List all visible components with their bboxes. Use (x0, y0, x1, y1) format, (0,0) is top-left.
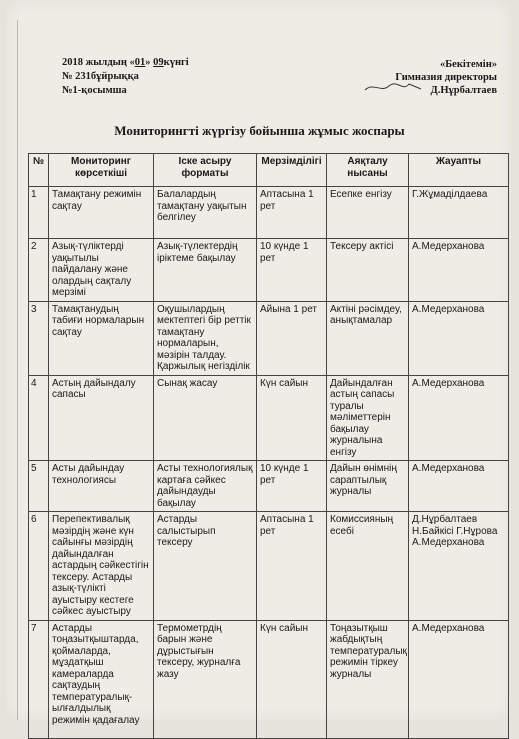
table-row (29, 620, 509, 738)
row-completion: Есепке енгізу (327, 187, 409, 239)
row-indicator: Перепективалық мәзірдің және күн сайынғы мәзірдің дайындалған астардың сәйкестігін тексеру. Астарды азық-түлікті ауыстыру кестеге сәйкес ауыстыру (49, 512, 154, 621)
table-row (29, 512, 509, 621)
row-num: 5 (29, 461, 49, 512)
row-period: Күн сайын (257, 620, 327, 738)
row-indicator: Астың дайындалу сапасы (49, 375, 154, 461)
signature-scribble (363, 80, 423, 94)
row-completion: Актіні рәсімдеу, анықтамалар (327, 301, 409, 375)
director-name: Д.Нұрбалтаев (430, 85, 497, 96)
row-completion: Тоңазытқыш жабдықтың температуралық режимін тіркеу журналы (327, 620, 409, 738)
row-num: 4 (29, 375, 49, 461)
row-num: 6 (29, 512, 49, 621)
row-format: Астарды салыстырып тексеру (154, 512, 257, 621)
monitoring-table-wrap (28, 153, 508, 739)
header-left-block (62, 56, 189, 98)
row-responsible: А.Медерханова (409, 301, 509, 375)
row-indicator: Азық-түліктерді уақытылы пайдалану және олардың сақталу мерзімі (49, 239, 154, 302)
row-num: 1 (29, 187, 49, 239)
row-format: Термометрдің барын және дұрыстығын тексеру, журналға жазу (154, 620, 257, 738)
row-period: Айына 1 рет (257, 301, 327, 375)
row-num: 7 (29, 620, 49, 738)
row-responsible: А.Медерханова (409, 375, 509, 461)
row-indicator: Асты дайындау технологиясы (49, 461, 154, 512)
header-completion: Аяқталу нысаны (327, 154, 409, 187)
row-indicator: Тамақтанудың табиғи нормаларын сақтау (49, 301, 154, 375)
row-completion: Дайын өнімнің сараптылық журналы (327, 461, 409, 512)
header-num: № (29, 154, 49, 187)
row-num: 2 (29, 239, 49, 302)
row-period: Күн сайын (257, 375, 327, 461)
row-format: Оқушылардың мектептегі бір реттік тамақтану нормаларын, мәзірін талдау. Қаржылық негізділік (154, 301, 257, 375)
row-period: Аптасына 1 рет (257, 187, 327, 239)
approval-label: «Бекітемін» (439, 59, 497, 70)
row-completion: Тексеру актісі (327, 239, 409, 302)
row-responsible: Г.Жұмаділдаева (409, 187, 509, 239)
row-format: Балалардың тамақтану уақытын белгілеу (154, 187, 257, 239)
order-date-line: 2018 жылдың «01» 09күнгі (62, 57, 189, 68)
table-row (29, 187, 509, 239)
row-period: Аптасына 1 рет (257, 512, 327, 621)
appendix-number: №1-қосымша (62, 85, 127, 96)
row-format: Сынақ жасау (154, 375, 257, 461)
table-row (29, 239, 509, 302)
monitoring-plan-table (28, 153, 509, 739)
table-header-row (29, 154, 509, 187)
header-format: Іске асыру форматы (154, 154, 257, 187)
row-completion: Комиссияның есебі (327, 512, 409, 621)
row-format: Азық-түлектердің іріктеме бақылау (154, 239, 257, 302)
header-period: Мерзімділігі (257, 154, 327, 187)
header-indicator: Мониторинг көрсеткіші (49, 154, 154, 187)
row-format: Асты технологиялық картаға сәйкес дайындауды бақылау (154, 461, 257, 512)
row-num: 3 (29, 301, 49, 375)
row-completion: Дайындалған астың сапасы туралы мәліметтерін бақылау журналына енгізу (327, 375, 409, 461)
table-row (29, 461, 509, 512)
row-period: 10 күнде 1 рет (257, 461, 327, 512)
page-title: Мониторингті жүргізу бойынша жұмыс жоспары (114, 123, 405, 138)
row-responsible: А.Медерханова (409, 620, 509, 738)
row-responsible: А.Медерханова (409, 239, 509, 302)
row-period: 10 күнде 1 рет (257, 239, 327, 302)
row-indicator: Астарды тоңазытқыштарда, қоймаларда, мұздатқыш камераларда сақтаудың температуралық-ылғалдылық режимін қадағалау (49, 620, 154, 738)
director-position: Гимназия директоры (395, 72, 497, 83)
order-number: № 231бұйрыққа (62, 71, 139, 82)
header-responsible: Жауапты (409, 154, 509, 187)
table-row (29, 375, 509, 461)
row-indicator: Тамақтану режимін сақтау (49, 187, 154, 239)
table-row (29, 301, 509, 375)
row-responsible: Д.Нұрбалтаев Н.Байкісі Г.Нұрова А.Медерханова (409, 512, 509, 621)
row-responsible: А.Медерханова (409, 461, 509, 512)
